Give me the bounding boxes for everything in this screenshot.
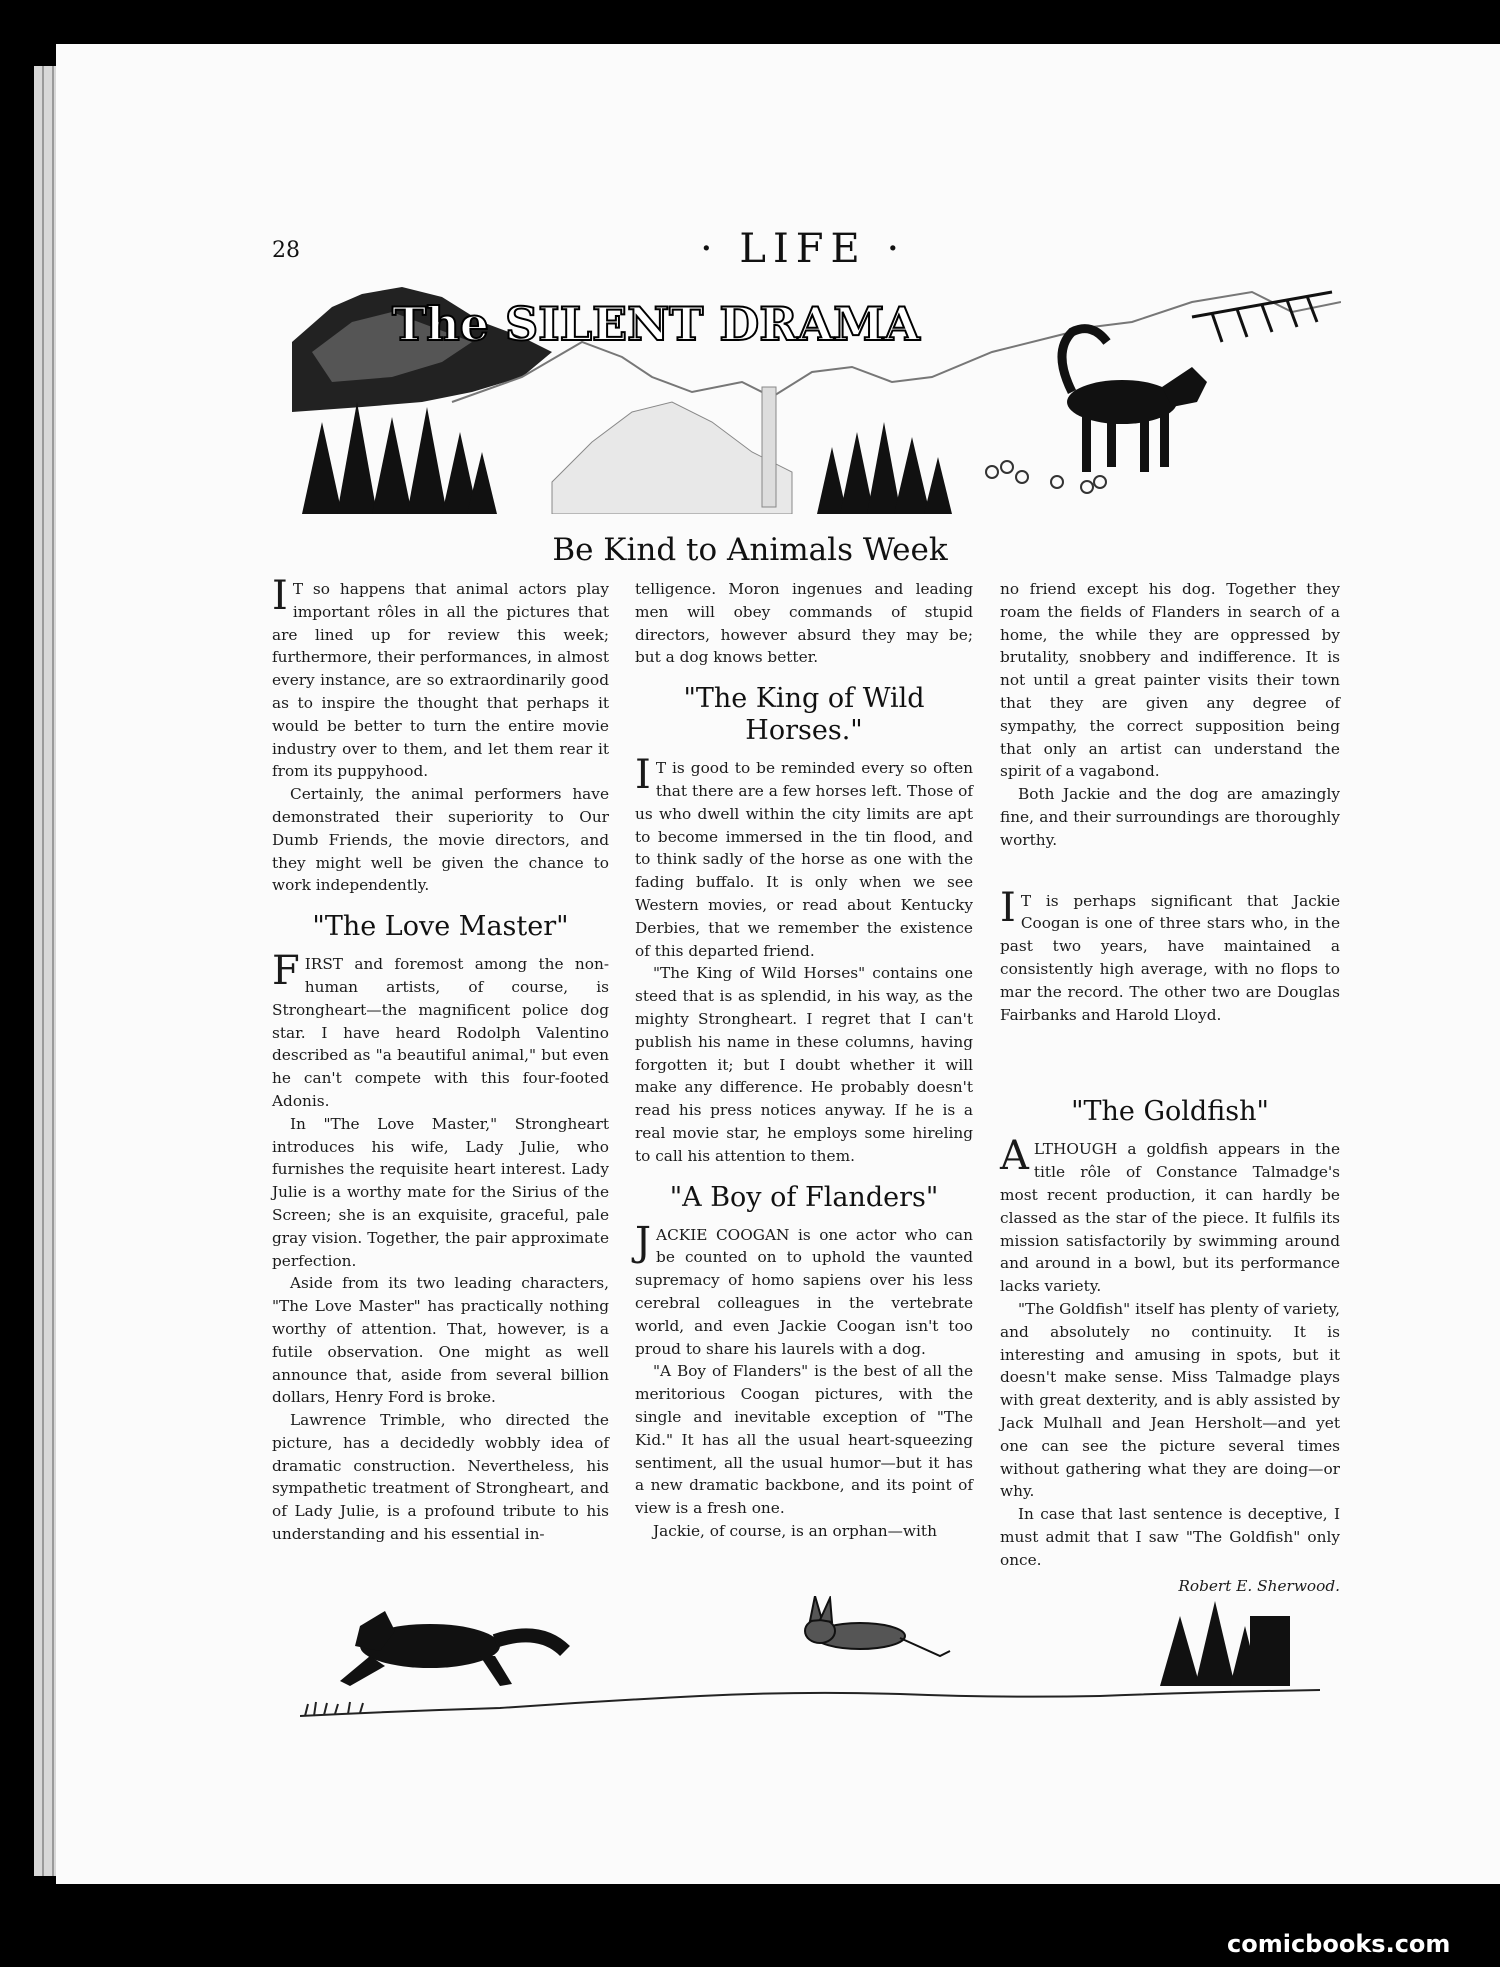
review-title-love-master: "The Love Master" — [312, 911, 569, 943]
drop-cap: I — [1000, 884, 1016, 931]
paragraph: I T is good to be reminded every so often that there are a few horses left. Those of us who dwell within the city limits are apt to become immersed in the tin flood, and to think sadly of the horse as one with the fading buffalo. It is only when we see Western movies, or read about Kentucky Derbies, that we remember the existence of this departed friend. — [635, 752, 973, 960]
masthead: · LIFE · — [700, 226, 907, 272]
paragraph: "The Goldfish" itself has plenty of variety, and absolutely no continuity. It is interesting and amusing in spots, but it doesn't make sense. Miss Talmadge plays with great dexterity, and is ably assisted by Jack Mulhall and Jean Hersholt—and yet one can see the picture several times without gathering what they are doing—or why. — [1000, 1299, 1340, 1501]
drop-cap: J — [635, 1218, 652, 1265]
paragraph: I T is perhaps significant that Jackie Coogan is one of three stars who, in the past two years, have maintained a consistently high average, with no flops to mar the record. The other two are Douglas Fairbanks and Harold Lloyd. — [1000, 884, 1340, 1024]
drop-cap: I — [272, 573, 288, 619]
review-title-goldfish: "The Goldfish" — [1071, 1096, 1269, 1128]
drop-cap: A — [1000, 1133, 1029, 1180]
paragraph: Certainly, the animal performers have demonstrated their superiority to Our Dumb Friends, the movie directors, and they might well be given the chance to work independently. — [272, 785, 609, 895]
author-signature: Robert E. Sherwood. — [1178, 1577, 1340, 1596]
paragraph: "A Boy of Flanders" is the best of all the meritorious Coogan pictures, with the single and inevitable exception of "The Kid." It has all the usual heart-squeezing sentiment, all the usual humor—but it has a new dramatic backbone, and its point of view is a fresh one. — [635, 1362, 973, 1518]
drop-cap: F — [272, 948, 300, 995]
page-number: 28 — [272, 238, 300, 263]
paragraph: telligence. Moron ingenues and leading men will obey commands of stupid directors, however absurd they may be; but a dog knows better. — [635, 580, 973, 667]
paragraph: FIRST and foremost among the non-human artists, of course, is Strongheart—the magnificent police dog star. I have heard Rodolph Valentino described as "a beautiful animal," but even he can't compete with this four-footed Adonis. — [272, 948, 609, 1110]
banner-title: The SILENT DRAMA — [392, 297, 920, 351]
watermark: comicbooks.com — [1227, 1930, 1451, 1958]
paragraph: Lawrence Trimble, who directed the picture, has a decidedly wobbly idea of dramatic construction. Nevertheless, his sympathetic treatment of Strongheart, and of Lady Julie, is a profound tribute to his understanding and his essential in- — [272, 1411, 609, 1544]
paragraph: Aside from its two leading characters, "The Love Master" has practically nothing worthy of attention. That, however, is a futile observation. One might as well announce that, aside from several billion dollars, Henry Ford is broke. — [272, 1274, 609, 1407]
paragraph: In "The Love Master," Strongheart introduces his wife, Lady Julie, who furnishes the requisite heart interest. Lady Julie is a worthy mate for the Sirius of the Screen; she is an exquisite, graceful, pale gray vision. Together, the pair approximate perfection. — [272, 1114, 609, 1270]
article-title: Be Kind to Animals Week — [552, 532, 948, 568]
column-1 — [272, 573, 609, 1546]
paragraph: JACKIE COOGAN is one actor who can be counted on to uphold the vaunted supremacy of homo sapiens over his less cerebral colleagues in the vertebrate world, and even Jackie Coogan isn't too proud to share his laurels with a dog. — [635, 1218, 973, 1358]
review-title-king-wild-horses: "The King of Wild Horses." — [683, 683, 925, 747]
paragraph: Jackie, of course, is an orphan—with — [653, 1521, 937, 1540]
paragraph: no friend except his dog. Together they roam the fields of Flanders in search of a home, the while they are oppressed by brutality, snobbery and indifference. It is not until a great painter visits their town that they are given any degree of sympathy, the correct supposition being that only an artist can understand the spirit of a vagabond. — [1000, 580, 1340, 781]
paragraph: ALTHOUGH a goldfish appears in the title rôle of Constance Talmadge's most recent production, it can hardly be classed as the star of the piece. It fulfils its mission satisfactorily by swimming around and around in a bowl, but its performance lacks variety. — [1000, 1133, 1340, 1296]
column-3 — [1000, 578, 1340, 1598]
review-title-boy-of-flanders: "A Boy of Flanders" — [669, 1181, 939, 1213]
drop-cap: I — [635, 752, 651, 799]
paragraph: In case that last sentence is deceptive, I must admit that I saw "The Goldfish" only once. — [1000, 1505, 1340, 1569]
footer-illustration — [300, 1596, 1320, 1732]
paragraph: "The King of Wild Horses" contains one steed that is as splendid, in his way, as the mighty Strongheart. I regret that I can't publish his name in these columns, having forgotten it; but I doubt whether it will make any difference. He probably doesn't read his press notices anyway. If he is a real movie star, he employs some hireling to call his attention to them. — [635, 964, 973, 1165]
paragraph: Both Jackie and the dog are amazingly fine, and their surroundings are thoroughly worthy. — [1000, 785, 1340, 849]
silent-drama-banner — [292, 282, 1341, 514]
intro-paragraph: I T so happens that animal actors play important rôles in all the pictures that are lined up for review this week; furthermore, their performances, in almost every instance, are so extraordinarily good as to inspire the thought that perhaps it would be better to turn the entire movie industry over to them, and let them rear it from its puppyhood. — [272, 573, 609, 781]
column-2 — [635, 578, 973, 1543]
